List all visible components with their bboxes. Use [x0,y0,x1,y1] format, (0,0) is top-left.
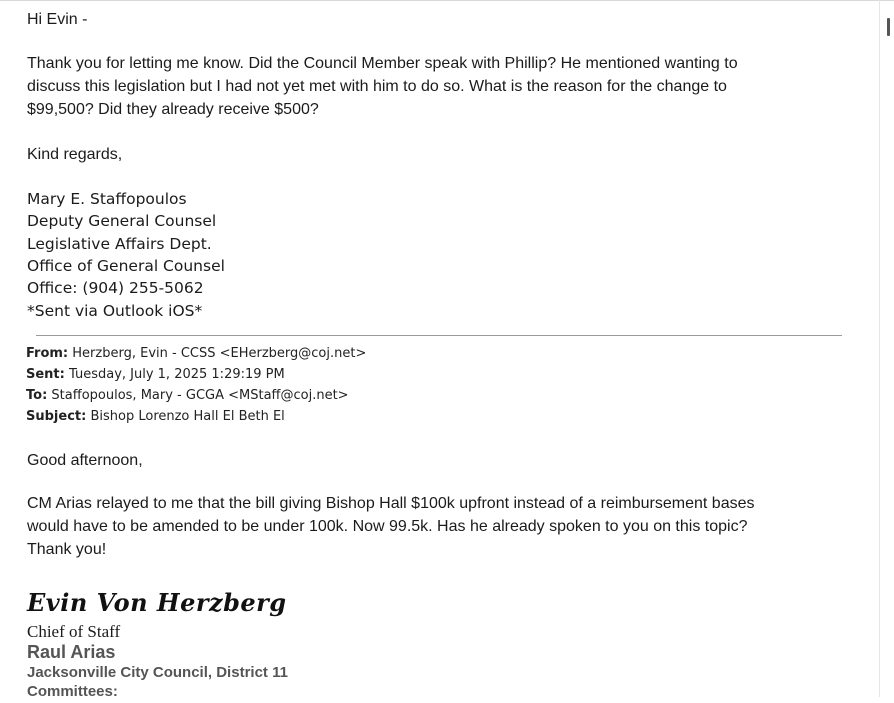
original-name: Raul Arias [27,642,116,662]
original-greeting: Good afternoon, [27,452,143,469]
reply-body-line-3: $99,500? Did they already receive $500? [27,101,319,118]
reply-signature-phone: Office: (904) 255-5062 [27,279,204,297]
subject-label: Subject: [26,409,87,424]
header-sent [26,365,285,385]
to-label: To: [26,388,48,403]
header-subject [26,407,285,427]
scrollbar-track[interactable] [879,0,880,697]
from-label: From: [26,346,69,361]
original-body-line-1: CM Arias relayed to me that the bill giving Bishop Hall $100k upfront instead of a reimbursement bases [27,495,755,512]
header-from [26,344,366,364]
script-signature: Evin Von Herzberg [27,588,287,617]
original-body-line-3: Thank you! [27,541,107,558]
reply-signature-dept: Legislative Affairs Dept. [27,235,212,253]
original-title: Chief of Staff [27,622,121,641]
reply-signature-sent-via: *Sent via Outlook iOS* [27,302,203,320]
message-divider [36,335,842,336]
reply-greeting: Hi Evin - [27,11,88,28]
reply-body-line-1: Thank you for letting me know. Did the Council Member speak with Phillip? He mentioned wanting to [27,55,738,72]
original-office: Jacksonville City Council, District 11 [27,664,288,681]
original-committees: Committees: [27,683,118,700]
to-value: Staffopoulos, Mary - GCGA <MStaff@coj.net> [51,388,349,403]
scrollbar-thumb[interactable] [887,18,890,36]
reply-closing: Kind regards, [27,146,123,163]
from-value: Herzberg, Evin - CCSS <EHerzberg@coj.net> [72,346,367,361]
reply-signature-title: Deputy General Counsel [27,212,217,230]
sent-label: Sent: [26,367,65,382]
sent-value: Tuesday, July 1, 2025 1:29:19 PM [69,367,285,382]
top-border [0,0,894,1]
reply-signature-office: Office of General Counsel [27,257,225,275]
reply-body-line-2: discuss this legislation but I had not yet met with him to do so. What is the reason for the change to [27,78,727,95]
subject-value: Bishop Lorenzo Hall El Beth El [90,409,285,424]
reply-signature-name: Mary E. Staffopoulos [27,190,187,208]
original-body-line-2: would have to be amended to be under 100k. Now 99.5k. Has he already spoken to you on this topic? [27,518,748,535]
header-to [26,386,349,406]
